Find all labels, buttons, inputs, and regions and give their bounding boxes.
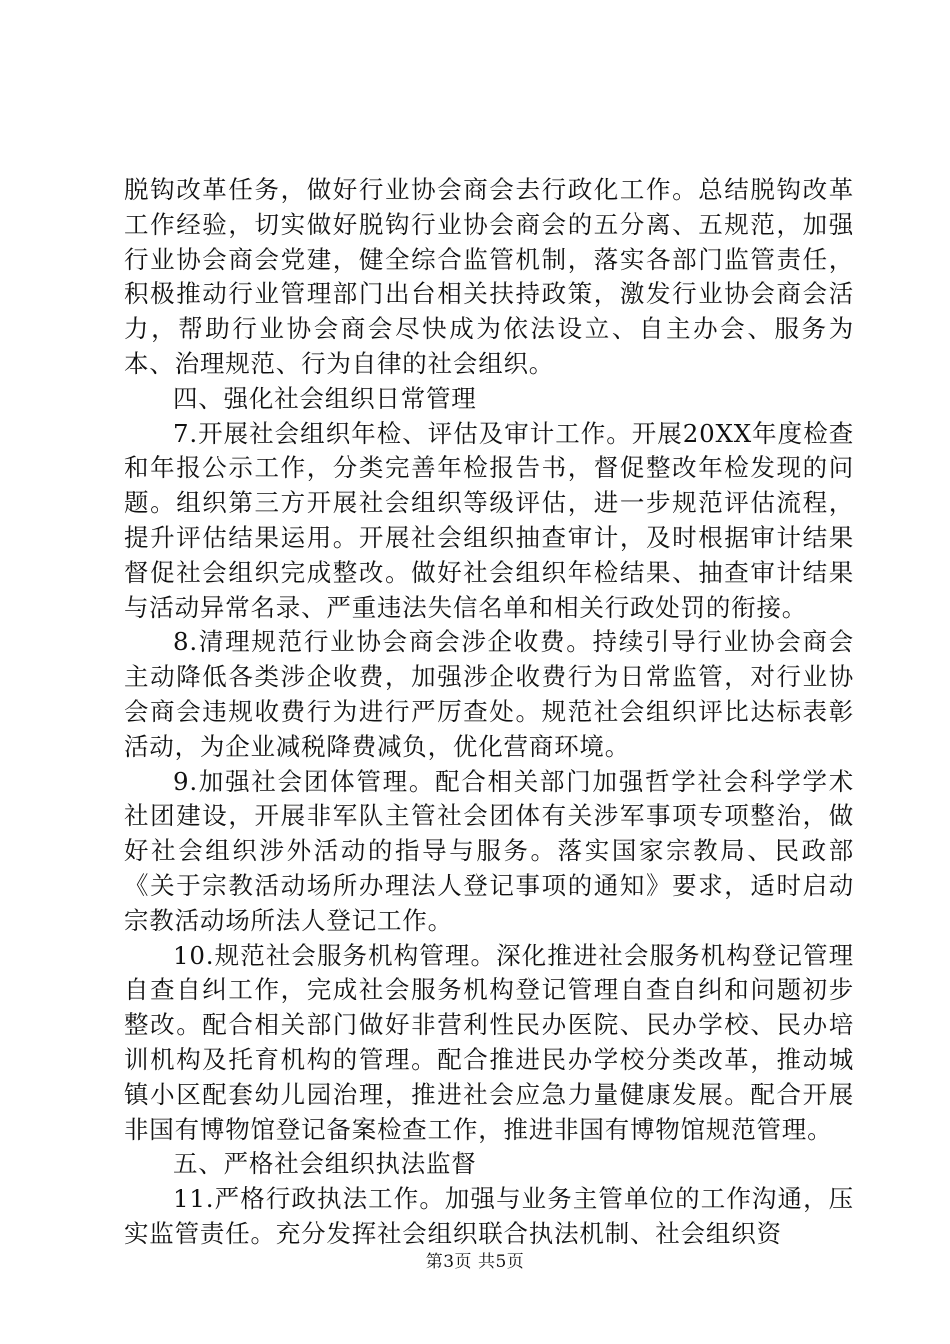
paragraph-item-11: 11.严格行政执法工作。加强与业务主管单位的工作沟通，压实监管责任。充分发挥社会组织联合执法机制、社会组织资 <box>124 1184 854 1248</box>
section-heading-5: 五、严格社会组织执法监督 <box>173 1149 477 1179</box>
paragraph-item-9: 9.加强社会团体管理。配合相关部门加强哲学社会科学学术社团建设，开展非军队主管社会团体有关涉军事项专项整治，做好社会组织涉外活动的指导与服务。落实国家宗教局、民政部《关于宗教活动场所办理法人登记事项的通知》要求，适时启动宗教活动场所法人登记工作。 <box>124 766 854 935</box>
section-heading-4: 四、强化社会组织日常管理 <box>173 383 477 413</box>
paragraph-continuation: 脱钩改革任务，做好行业协会商会去行政化工作。总结脱钩改革工作经验，切实做好脱钩行业协会商会的五分离、五规范，加强行业协会商会党建，健全综合监管机制，落实各部门监管责任，积极推动行业管理部门出台相关扶持政策，激发行业协会商会活力，帮助行业协会商会尽快成为依法设立、自主办会、服务为本、治理规范、行为自律的社会组织。 <box>124 175 854 378</box>
document-body <box>124 173 854 1252</box>
paragraph-item-8: 8.清理规范行业协会商会涉企收费。持续引导行业协会商会主动降低各类涉企收费，加强涉企收费行为日常监管，对行业协会商会违规收费行为进行严厉查处。规范社会组织评比达标表彰活动，为企业减税降费减负，优化营商环境。 <box>124 627 854 761</box>
page-number-footer: 第3页 共5页 <box>425 1252 525 1272</box>
paragraph-item-7: 7.开展社会组织年检、评估及审计工作。开展20XX年度检查和年报公示工作，分类完善年检报告书，督促整改年检发现的问题。组织第三方开展社会组织等级评估，进一步规范评估流程，提升评估结果运用。开展社会组织抽查审计，及时根据审计结果督促社会组织完成整改。做好社会组织年检结果、抽查审计结果与活动异常名录、严重违法失信名单和相关行政处罚的衔接。 <box>124 418 854 622</box>
paragraph-item-10: 10.规范社会服务机构管理。深化推进社会服务机构登记管理自查自纠工作，完成社会服务机构登记管理自查自纠和问题初步整改。配合相关部门做好非营利性民办医院、民办学校、民办培训机构及托育机构的管理。配合推进民办学校分类改革，推动城镇小区配套幼儿园治理，推进社会应急力量健康发展。配合开展非国有博物馆登记备案检查工作，推进非国有博物馆规范管理。 <box>124 940 854 1144</box>
